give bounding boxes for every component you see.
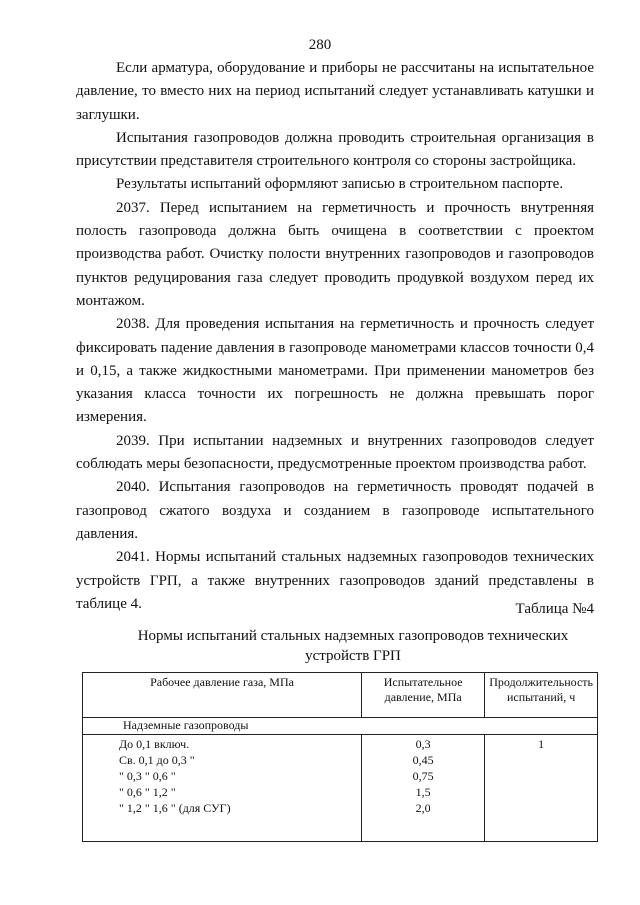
paragraph: Результаты испытаний оформляют записью в строительном паспорте. — [116, 176, 564, 193]
table-section-row — [83, 718, 598, 735]
paragraph-2041: 2041. Нормы испытаний стальных надземных газопроводов технических устройств ГРП, а также внутренних газопроводов зданий представлены в таблице 4. — [76, 549, 594, 612]
body-text — [76, 57, 594, 616]
duration-value: 1 — [538, 737, 545, 751]
test-pressure-value: 0,3 — [415, 737, 431, 751]
test-pressure-cell — [362, 735, 485, 842]
pressure-value: " 0,6 " 1,2 " — [119, 785, 176, 799]
pressure-value: " 1,2 " 1,6 " (для СУГ) — [119, 801, 231, 815]
table-title: Нормы испытаний стальных надземных газопроводов технических устройств ГРП — [137, 628, 569, 664]
paragraph-2040: 2040. Испытания газопроводов на герметичность проводят подачей в газопровод сжатого воздуха и созданием в газопроводе испытательного давления. — [76, 479, 594, 542]
paragraph: Испытания газопроводов должна проводить строительная организация в присутствии представителя строительного контроля со стороны застройщика. — [76, 129, 594, 170]
header-test-pressure: Испытательное давление, МПа — [362, 673, 485, 718]
table-header-row — [83, 673, 598, 718]
test-pressure-value: 0,75 — [412, 769, 434, 783]
test-pressure-value: 1,5 — [415, 785, 431, 799]
pressure-value: " 0,3 " 0,6 " — [119, 769, 176, 783]
section-label: Надземные газопроводы — [83, 718, 598, 735]
paragraph-2039: 2039. При испытании надземных и внутренних газопроводов следует соблюдать меры безопасности, предусмотренные проектом производства работ. — [76, 432, 594, 473]
duration-cell — [485, 735, 598, 842]
working-pressure-cell — [83, 735, 362, 842]
header-working-pressure: Рабочее давление газа, МПа — [83, 673, 362, 718]
norms-table — [82, 672, 598, 842]
paragraph: Если арматура, оборудование и приборы не рассчитаны на испытательное давление, то вместо них на период испытаний следует устанавливать катушки и заглушки. — [76, 60, 594, 123]
test-pressure-value: 0,45 — [412, 753, 434, 767]
test-pressure-value: 2,0 — [415, 801, 431, 815]
paragraph-2038: 2038. Для проведения испытания на герметичность и прочность следует фиксировать падение давления в газопроводе манометрами классов точности 0,4 и 0,15, а также жидкостными манометрами. При применении манометров без указания класса точности их погрешность не должна превышать порог измерения. — [76, 316, 594, 426]
page-number: 280 — [308, 37, 332, 53]
table-data-row — [83, 735, 598, 842]
table-caption: Таблица №4 — [515, 601, 594, 617]
pressure-value: До 0,1 включ. — [119, 737, 190, 751]
pressure-value: Св. 0,1 до 0,3 " — [119, 753, 195, 767]
paragraph-2037: 2037. Перед испытанием на герметичность и прочность внутренняя полость газопровода должна быть очищена в соответствии с проектом производства работ. Очистку полости внутренних газопроводов и газопроводов пунктов редуцирования газа следует проводить продувкой воздухом перед их монтажом. — [76, 199, 594, 309]
header-duration: Продолжительность испытаний, ч — [485, 673, 598, 718]
